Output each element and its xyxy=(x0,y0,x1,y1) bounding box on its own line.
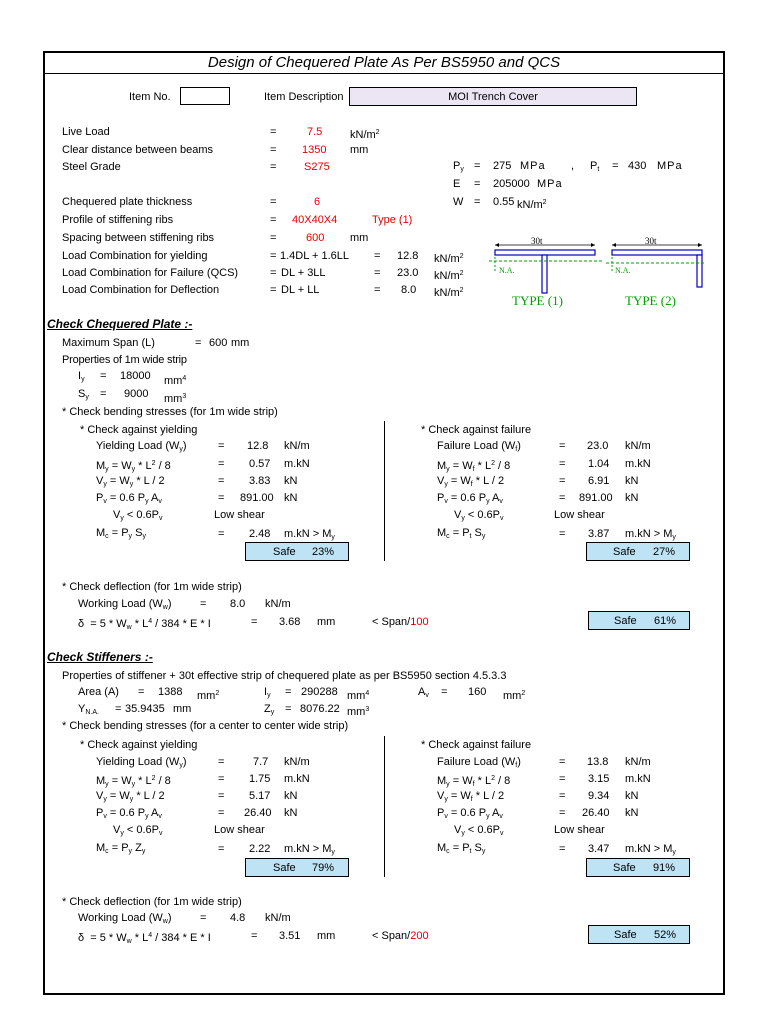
yield-m-value: 1.75 xyxy=(249,773,271,785)
plate-sy-unit: $mm^3$ xyxy=(164,393,187,405)
failure-shear-formula: $V_y < 0.6P_v$ xyxy=(454,509,504,522)
yield-mc-value: 2.48 xyxy=(249,528,271,540)
deflection-unit: mm xyxy=(317,616,336,628)
yield-mc-formula: $M_c = P_y$ $Z_y$ xyxy=(96,842,146,855)
failure-p-formula: $P_v = 0.6$ $P_y$ $A_v$ xyxy=(437,492,503,505)
yield-load-unit: kN/m xyxy=(284,756,310,768)
yield-shear-formula: $V_y < 0.6P_v$ xyxy=(113,509,163,522)
failure-load-label: Failure Load $(W_f)$ xyxy=(437,440,521,453)
yield-p-unit: kN xyxy=(284,492,298,504)
yield-m-formula: $M_y = W_y * L^2 / 8$ xyxy=(96,775,171,788)
type1-dim: 30t xyxy=(531,236,543,246)
yield-heading: * Check against yielding xyxy=(80,739,198,751)
stiffener-deflection-status: Safe 52% xyxy=(588,925,690,944)
lc-deflection-unit: $kN/m^2$ xyxy=(434,287,464,299)
plate-deflection-status: Safe 61% xyxy=(588,611,690,630)
failure-v-formula: $V_y = W_f * L / 2$ xyxy=(437,790,505,803)
stiffener-heading: Check Stiffeners :- xyxy=(47,650,153,664)
yield-p-value: 891.00 xyxy=(240,492,274,504)
eq-sign: = xyxy=(270,214,277,226)
beam-distance-value: 1350 xyxy=(302,144,327,156)
working-load-value: 4.8 xyxy=(230,912,246,924)
yield-m-unit: m.kN xyxy=(284,458,310,470)
live-load-label: Live Load xyxy=(62,126,110,138)
lc-yield-unit: $kN/m^2$ xyxy=(434,253,464,265)
plate-sy-value: 9000 xyxy=(124,388,149,400)
eq-sign: = xyxy=(285,686,292,698)
eq-sign: = xyxy=(474,196,481,208)
eq-sign: = xyxy=(612,160,619,172)
eq-sign: = xyxy=(374,250,381,262)
type2-na: N.A. xyxy=(615,266,631,275)
failure-shear-text: Low shear xyxy=(554,509,605,521)
lc-deflection-label: Load Combination for Deflection xyxy=(62,284,220,296)
yield-v-value: 5.17 xyxy=(249,790,271,802)
steel-grade-label: Steel Grade xyxy=(62,161,121,173)
eq-sign: = xyxy=(138,686,145,698)
yield-shear-formula: $V_y < 0.6P_v$ xyxy=(113,824,163,837)
failure-v-formula: $V_y = W_f * L / 2$ xyxy=(437,475,505,488)
failure-p-value: 26.40 xyxy=(582,807,610,819)
zy-symbol: $Z_y$ xyxy=(264,703,275,716)
yna-unit: mm xyxy=(173,703,192,715)
yield-mc-unit: $m.kN > M_y$ xyxy=(284,843,335,856)
beam-distance-unit: mm xyxy=(350,144,369,156)
yield-v-formula: $V_y = W_y * L / 2$ xyxy=(96,790,165,803)
failure-p-formula: $P_v = 0.6$ $P_y$ $A_v$ xyxy=(437,807,503,820)
span-label: Maximum Span (L) xyxy=(62,337,155,349)
zy-unit: $mm^3$ xyxy=(347,706,370,718)
failure-m-value: 3.15 xyxy=(588,773,610,785)
yield-m-unit: m.kN xyxy=(284,773,310,785)
plate-iy-symbol: $I_y$ xyxy=(78,370,85,383)
eq-sign: = xyxy=(270,196,277,208)
yield-p-value: 26.40 xyxy=(244,807,272,819)
working-load-value: 8.0 xyxy=(230,598,246,610)
rib-spacing-value: 600 xyxy=(306,232,325,244)
type2-section xyxy=(606,236,705,308)
deflection-formula: $\delta = 5 * W_w * L^4 / 384 * E * I$ xyxy=(78,932,211,945)
working-load-label: Working Load $(W_w)$ xyxy=(78,912,172,925)
lc-deflection-formula: DL + LL xyxy=(281,284,320,296)
eq-sign: = xyxy=(100,388,107,400)
py-symbol: $P_y$ xyxy=(453,160,464,173)
column-divider xyxy=(384,421,385,561)
lc-failure-formula: DL + 3LL xyxy=(281,267,326,279)
eq-sign: = xyxy=(270,126,277,138)
eq-sign: = xyxy=(270,232,277,244)
yield-load-value: 7.7 xyxy=(253,756,269,768)
eq-sign: = xyxy=(285,703,292,715)
page-title: Design of Chequered Plate As Per BS5950 and QCS xyxy=(45,52,723,74)
area-label: Area (A) xyxy=(78,686,119,698)
lc-deflection-value: 8.0 xyxy=(401,284,417,296)
stiff-iy-unit: $mm^4$ xyxy=(347,690,370,702)
yield-p-formula: $P_v = 0.6$ $P_y$ $A_v$ xyxy=(96,807,162,820)
av-unit: $mm^2$ xyxy=(503,690,526,702)
failure-p-unit: kN xyxy=(625,807,639,819)
pt-unit: MPa xyxy=(657,160,683,172)
stiffener-bending-label: * Check bending stresses (for a center to center wide strip) xyxy=(62,720,349,732)
plate-bending-label: * Check bending stresses (for 1m wide strip) xyxy=(62,406,278,418)
failure-load-label: Failure Load $(W_f)$ xyxy=(437,756,521,769)
e-value: 205000 xyxy=(493,178,530,190)
deflection-unit: mm xyxy=(317,930,336,942)
area-unit: $mm^2$ xyxy=(197,690,220,702)
yield-mc-unit: $m.kN > M_y$ xyxy=(284,528,335,541)
yield-m-formula: $M_y = W_y * L^2 / 8$ xyxy=(96,460,171,473)
yield-mc-formula: $M_c = P_y$ $S_y$ xyxy=(96,527,146,540)
failure-shear-text: Low shear xyxy=(554,824,605,836)
failure-m-unit: m.kN xyxy=(625,773,651,785)
item-desc-label: Item Description xyxy=(264,91,344,103)
failure-mc-formula: $M_c = P_t$ $S_y$ xyxy=(437,842,486,855)
deflection-value: 3.51 xyxy=(279,930,301,942)
eq-sign: = xyxy=(115,703,122,715)
item-no-field[interactable] xyxy=(180,87,230,105)
working-load-label: Working Load $(W_w)$ xyxy=(78,598,172,611)
lc-failure-label: Load Combination for Failure (QCS) xyxy=(62,267,239,279)
span-unit: mm xyxy=(231,337,250,349)
yield-load-label: Yielding Load $(W_y)$ xyxy=(96,756,187,769)
deflection-formula: $\delta = 5 * W_w * L^4 / 384 * E * I$ xyxy=(78,618,211,631)
failure-heading: * Check against failure xyxy=(421,739,532,751)
failure-heading: * Check against failure xyxy=(421,424,532,436)
zy-value: 8076.22 xyxy=(300,703,340,715)
rib-spacing-unit: mm xyxy=(350,232,369,244)
column-divider xyxy=(384,736,385,877)
failure-load-unit: kN/m xyxy=(625,756,651,768)
plate-yield-status: Safe 23% xyxy=(245,542,349,561)
plate-failure-status: Safe 27% xyxy=(586,542,690,561)
type1-section xyxy=(489,236,603,308)
plate-thickness-value: 6 xyxy=(314,196,321,208)
plate-sy-symbol: $S_y$ xyxy=(78,388,89,401)
failure-mc-formula: $M_c = P_t$ $S_y$ xyxy=(437,527,486,540)
eq-sign: = xyxy=(270,284,277,296)
eq-sign: = xyxy=(195,337,202,349)
yield-load-unit: kN/m xyxy=(284,440,310,452)
eq-sign: = xyxy=(270,161,277,173)
yield-mc-value: 2.22 xyxy=(249,843,271,855)
failure-v-unit: kN xyxy=(625,475,639,487)
area-value: 1388 xyxy=(158,686,183,698)
av-value: 160 xyxy=(468,686,487,698)
beam-distance-label: Clear distance between beams xyxy=(62,144,214,156)
yield-p-unit: kN xyxy=(284,807,298,819)
lc-yield-value: 12.8 xyxy=(397,250,419,262)
pt-value: 430 xyxy=(628,160,647,172)
item-desc-field[interactable]: MOI Trench Cover xyxy=(349,87,637,106)
stiffener-yield-status: Safe 79% xyxy=(245,858,349,877)
type2-dim: 30t xyxy=(645,236,657,246)
failure-v-value: 9.34 xyxy=(588,790,610,802)
failure-m-formula: $M_y = W_f * L^2 / 8$ xyxy=(437,775,511,788)
stiff-iy-symbol: $I_y$ xyxy=(264,686,271,699)
eq-sign: = xyxy=(270,144,277,156)
stiffener-props-label: Properties of stiffener + 30t effective strip of chequered plate as per BS5950 section 4.5.3.3 xyxy=(62,670,507,682)
failure-load-unit: kN/m xyxy=(625,440,651,452)
plate-iy-value: 18000 xyxy=(120,370,151,382)
yna-value: 35.9435 xyxy=(125,703,165,715)
lc-yield-formula: 1.4DL + 1.6LL xyxy=(280,250,350,262)
failure-v-unit: kN xyxy=(625,790,639,802)
lc-yield-label: Load Combination for yielding xyxy=(62,250,208,262)
rib-profile-value: 40X40X4 xyxy=(292,214,338,226)
steel-grade-value: S275 xyxy=(304,161,330,173)
eq-sign: = xyxy=(441,686,448,698)
deflection-value: 3.68 xyxy=(279,616,301,628)
working-load-unit: kN/m xyxy=(265,912,291,924)
eq-sign: = xyxy=(374,284,381,296)
deflection-limit: < Span/200 xyxy=(372,930,429,942)
failure-m-formula: $M_y = W_f * L^2 / 8$ xyxy=(437,460,511,473)
yield-m-value: 0.57 xyxy=(249,458,271,470)
lc-failure-value: 23.0 xyxy=(397,267,419,279)
type2-label: TYPE (2) xyxy=(625,293,676,308)
live-load-value: 7.5 xyxy=(307,126,323,138)
failure-p-value: 891.00 xyxy=(579,492,613,504)
rib-type-value: Type (1) xyxy=(372,214,413,226)
yield-v-formula: $V_y = W_y * L / 2$ xyxy=(96,475,165,488)
eq-sign: = xyxy=(270,267,277,279)
span-value: 600 xyxy=(209,337,228,349)
failure-shear-formula: $V_y < 0.6P_v$ xyxy=(454,824,504,837)
yield-shear-text: Low shear xyxy=(214,824,265,836)
av-symbol: $A_v$ xyxy=(418,686,429,699)
failure-load-value: 23.0 xyxy=(587,440,609,452)
failure-p-unit: kN xyxy=(625,492,639,504)
rib-spacing-label: Spacing between stiffening ribs xyxy=(62,232,215,244)
e-unit: MPa xyxy=(537,178,563,190)
failure-mc-value: 3.87 xyxy=(588,528,610,540)
failure-mc-value: 3.47 xyxy=(588,843,610,855)
yield-heading: * Check against yielding xyxy=(80,424,198,436)
deflection-heading: * Check deflection (for 1m wide strip) xyxy=(62,896,242,908)
yield-p-formula: $P_v = 0.6$ $P_y$ $A_v$ xyxy=(96,492,162,505)
py-value: 275 xyxy=(493,160,512,172)
yield-v-unit: kN xyxy=(284,475,298,487)
yield-load-value: 12.8 xyxy=(247,440,269,452)
w-symbol: W xyxy=(453,196,464,208)
yna-symbol: $Y_{N.A.}$ xyxy=(78,703,99,716)
yield-v-value: 3.83 xyxy=(249,475,271,487)
eq-sign: = xyxy=(100,370,107,382)
type1-label: TYPE (1) xyxy=(512,293,563,308)
failure-m-value: 1.04 xyxy=(588,458,610,470)
yield-load-label: Yielding Load $(W_y)$ xyxy=(96,440,187,453)
working-load-unit: kN/m xyxy=(265,598,291,610)
w-unit: $kN/m^2$ xyxy=(517,199,547,211)
eq-sign: = xyxy=(374,267,381,279)
yield-v-unit: kN xyxy=(284,790,298,802)
separator: , xyxy=(571,160,575,172)
plate-iy-unit: $mm^4$ xyxy=(164,375,187,387)
deflection-limit: < Span/100 xyxy=(372,616,429,628)
type1-na: N.A. xyxy=(499,266,515,275)
eq-sign: = xyxy=(474,160,481,172)
live-load-unit: $kN/m^2$ xyxy=(350,129,380,141)
eq-sign: = xyxy=(474,178,481,190)
plate-heading: Check Chequered Plate :- xyxy=(47,317,193,331)
lc-failure-unit: $kN/m^2$ xyxy=(434,270,464,282)
failure-m-unit: m.kN xyxy=(625,458,651,470)
failure-load-value: 13.8 xyxy=(587,756,609,768)
w-value: 0.55 xyxy=(493,196,515,208)
pt-symbol: $P_t$ xyxy=(590,160,600,173)
stiff-iy-value: 290288 xyxy=(301,686,338,698)
plate-thickness-label: Chequered plate thickness xyxy=(62,196,193,208)
failure-mc-unit: $m.kN > M_y$ xyxy=(625,528,676,541)
stiffener-type-figure xyxy=(485,233,715,313)
rib-profile-label: Profile of stiffening ribs xyxy=(62,214,174,226)
failure-mc-unit: $m.kN > M_y$ xyxy=(625,843,676,856)
deflection-heading: * Check deflection (for 1m wide strip) xyxy=(62,581,242,593)
eq-sign: = xyxy=(270,250,277,262)
py-unit: MPa xyxy=(520,160,546,172)
plate-props-label: Properties of 1m wide strip xyxy=(62,354,187,366)
item-no-label: Item No. xyxy=(129,91,171,103)
yield-shear-text: Low shear xyxy=(214,509,265,521)
e-symbol: E xyxy=(453,178,461,190)
failure-v-value: 6.91 xyxy=(588,475,610,487)
stiffener-failure-status: Safe 91% xyxy=(586,858,690,877)
